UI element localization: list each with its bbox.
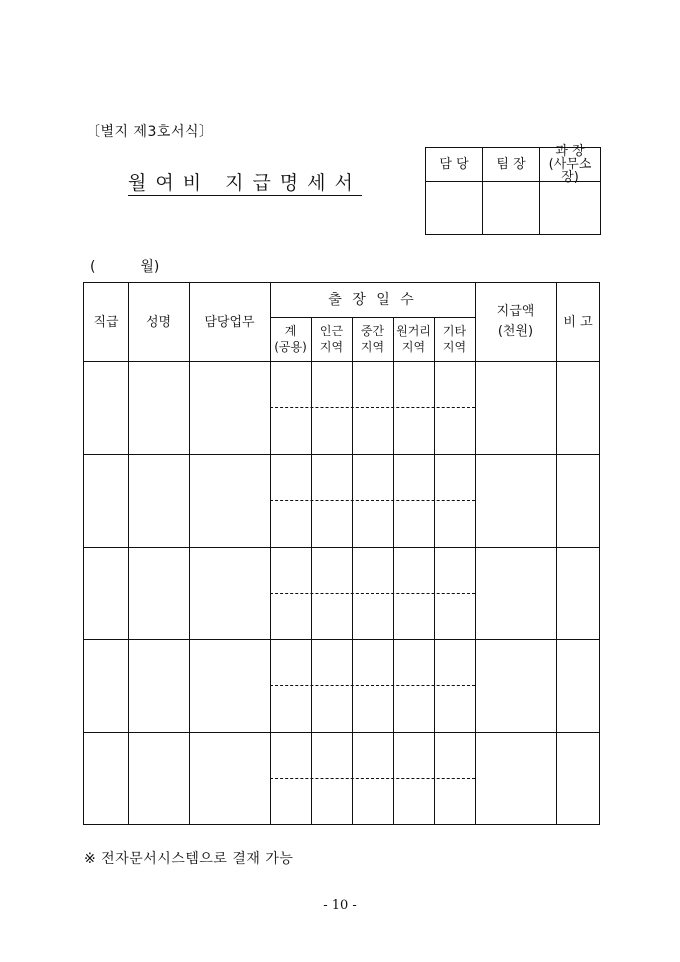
row-divider <box>84 454 599 455</box>
header-rank: 직급 <box>93 314 119 330</box>
col-divider <box>475 283 476 824</box>
approval-sign-staff[interactable] <box>426 182 483 234</box>
header-duty: 담당업무 <box>204 314 255 330</box>
approval-header-team-lead-label: 팀 장 <box>496 157 526 172</box>
approval-header-manager <box>540 144 600 185</box>
header-trip-days: 출 장 일 수 <box>328 291 417 308</box>
row-divider <box>84 639 599 640</box>
approval-header-manager-label: 과 장 (사무소장) <box>548 144 592 185</box>
col-divider <box>270 283 271 824</box>
row-dashed-divider <box>270 500 475 501</box>
footnote: ※ 전자문서시스템으로 결재 가능 <box>84 851 294 867</box>
header-trip-far: 원거리 지역 <box>396 324 431 354</box>
header-name: 성명 <box>145 314 172 330</box>
header-sub-divider <box>270 317 475 318</box>
col-divider <box>128 283 129 824</box>
header-note: 비 고 <box>563 314 593 330</box>
approval-box <box>425 144 601 235</box>
row-dashed-divider <box>270 407 475 408</box>
row-divider <box>84 732 599 733</box>
month-line <box>90 256 159 276</box>
header-bottom-divider <box>84 361 599 362</box>
form-label: 〔별지 제3호서식〕 <box>86 124 214 140</box>
row-divider <box>84 547 599 548</box>
col-divider <box>434 317 435 824</box>
header-trip-total: 계 (공용) <box>274 324 307 354</box>
approval-sign-team-lead[interactable] <box>483 182 540 234</box>
col-divider <box>556 283 557 824</box>
row-dashed-divider <box>270 593 475 594</box>
row-dashed-divider <box>270 685 475 686</box>
page-number: - 10 - <box>323 898 357 913</box>
row-dashed-divider <box>270 778 475 779</box>
col-divider <box>311 317 312 824</box>
approval-header-team-lead <box>483 148 540 182</box>
approval-header-staff-label: 담 당 <box>439 157 469 172</box>
approval-header-staff <box>426 148 483 182</box>
month-open-paren: ( <box>90 259 96 275</box>
col-divider <box>393 317 394 824</box>
header-trip-nearby: 인근 지역 <box>319 324 344 354</box>
month-label: 월) <box>140 259 160 275</box>
header-trip-other: 기타 지역 <box>442 324 467 354</box>
col-divider <box>352 317 353 824</box>
header-trip-middle: 중간 지역 <box>360 324 385 354</box>
expense-table <box>83 282 600 825</box>
col-divider <box>189 283 190 824</box>
approval-sign-manager[interactable] <box>540 182 600 234</box>
document-title: 월여비 지급명세서 <box>128 172 362 194</box>
header-amount: 지급액 (천원) <box>496 304 535 339</box>
